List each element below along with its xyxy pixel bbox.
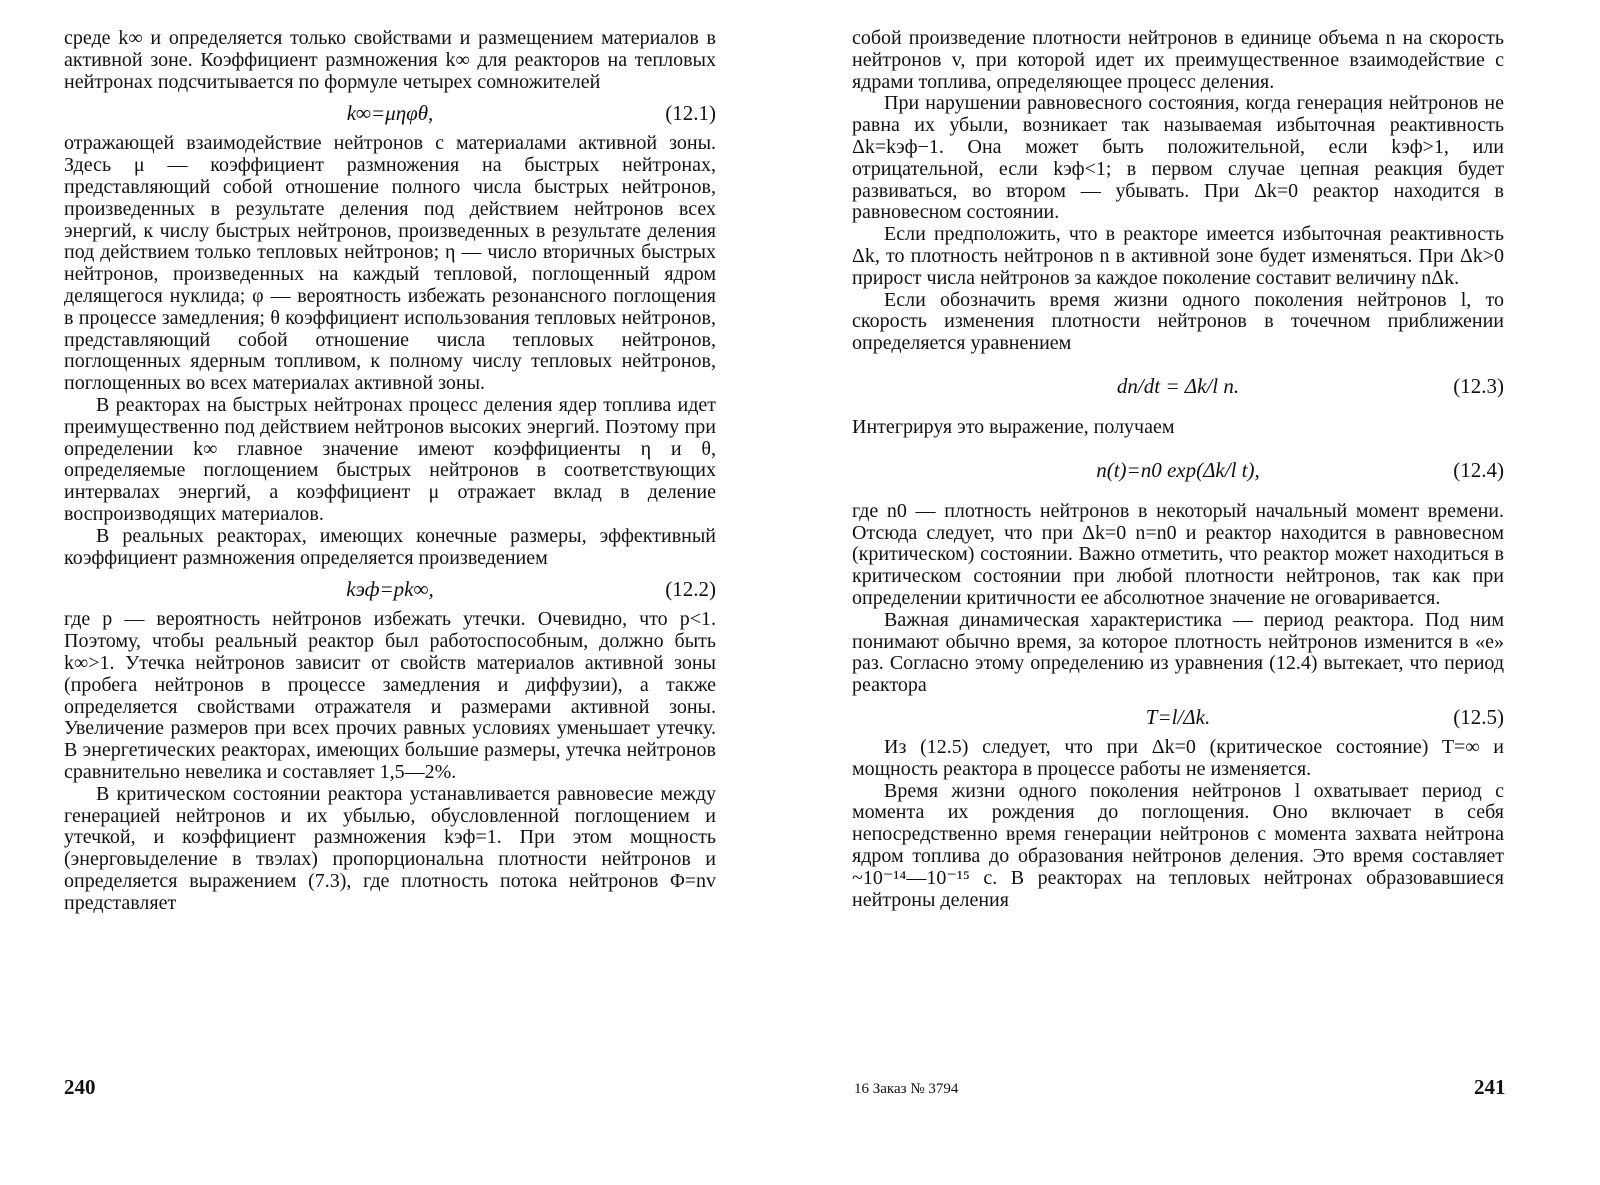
paragraph: В критическом состоянии реактора устанавливается равновесие между генерацией нейтронов и их убылью, обусловленной поглощением и утечкой, и коэффициент размножения kэф=1. При этом мощность (энерговыделение в твэлах) пропорциональна плотности нейтронов и определяется выражением (7.3), где плотность потока нейтронов Φ=nv представляет <box>64 782 716 914</box>
equation-number: (12.3) <box>1453 373 1504 398</box>
formula-12-2 <box>64 569 716 609</box>
paragraph: При нарушении равновесного состояния, когда генерация нейтронов не равна их убыли, возникает так называемая избыточная реактивность Δk=kэф−1. Она может быть положительной, если kэф>1, или отрицательной, если kэф<1; в первом случае цепная реакция будет развиваться, во втором — убывать. При Δk=0 реактор находится в равновесном состоянии. <box>852 92 1504 224</box>
paragraph: где p — вероятность нейтронов избежать утечки. Очевидно, что p<1. Поэтому, чтобы реальный реактор был работоспособным, должно быть k∞>1. Утечка нейтронов зависит от свойств материалов активной зоны (пробега нейтронов в процессе замедления и диффузии), а также определяется свойствами отражателя и размерами активной зоны. Увеличение размеров при всех прочих равных условиях уменьшает утечку. В энергетических реакторах, имеющих большие размеры, утечка нейтронов сравнительно невелика и составляет 1,5—2%. <box>64 608 716 783</box>
formula-expression: kэф=pk∞, <box>346 577 434 602</box>
formula-12-5 <box>852 697 1504 737</box>
paragraph: Из (12.5) следует, что при Δk=0 (критическое состояние) T=∞ и мощность реактора в процессе работы не изменяется. <box>852 735 1504 780</box>
page-number: 240 <box>64 1075 96 1099</box>
equation-number: (12.4) <box>1453 457 1504 482</box>
paragraph: В реальных реакторах, имеющих конечные размеры, эффективный коэффициент размножения определяется произведением <box>64 524 716 569</box>
formula-expression: dn/dt = Δk/l n. <box>1116 373 1240 398</box>
paragraph: Если обозначить время жизни одного поколения нейтронов l, то скорость изменения плотности нейтронов в точечном приближении определяется уравнением <box>852 288 1504 355</box>
formula-expression: T=l/Δk. <box>1145 704 1211 729</box>
formula-12-4 <box>852 439 1504 501</box>
paragraph: среде k∞ и определяется только свойствами и размещением материалов в активной зоне. Коэффициент размножения k∞ для реакторов на тепловых нейтронах подсчитывается по формуле четырех сомножителей <box>64 27 716 93</box>
paragraph: Интегрируя это выражение, получаем <box>852 415 1175 438</box>
equation-number: (12.5) <box>1453 704 1504 729</box>
right-page <box>852 28 1504 911</box>
formula-12-1 <box>64 93 716 133</box>
paragraph: Время жизни одного поколения нейтронов l охватывает период с момента их рождения до поглощения. Оно включает в себя непосредственно время генерации нейтронов с момента захвата нейтрона ядром топлива до образования нейтронов деления. Это время составляет ~10⁻¹⁴—10⁻¹⁵ с. В реакторах на тепловых нейтронах образовавшиеся нейтроны деления <box>852 779 1504 911</box>
page-number: 241 <box>1474 1075 1506 1099</box>
paragraph: Если предположить, что в реакторе имеется избыточная реактивность Δk, то плотность нейтронов n в активной зоне будет изменяться. При Δk>0 прирост числа нейтронов за каждое поколение составит величину nΔk. <box>852 223 1504 289</box>
formula-12-3 <box>852 355 1504 417</box>
paragraph: В реакторах на быстрых нейтронах процесс деления ядер топлива идет преимущественно под действием нейтронов высоких энергий. Поэтому при определении k∞ главное значение имеют коэффициенты η и θ, определяемые поглощением быстрых нейтронов в соответствующих интервалах энергий, а коэффициент μ отражает вклад в деление воспроизводящих материалов. <box>64 393 716 525</box>
paragraph: где n0 — плотность нейтронов в некоторый начальный момент времени. Отсюда следует, что при Δk=0 n=n0 и реактор находится в равновесном (критическом) состоянии. Важно отметить, что реактор может находиться в критическом состоянии при любой плотности нейтронов, так как при определении критичности ее абсолютное значение не оговаривается. <box>852 499 1504 609</box>
equation-number: (12.1) <box>665 101 716 126</box>
paragraph: отражающей взаимодействие нейтронов с материалами активной зоны. Здесь μ — коэффициент размножения на быстрых нейтронах, представляющий собой отношение полного числа быстрых нейтронов, произведенных в результате деления под действием нейтронов всех энергий, к числу быстрых нейтронов, произведенных в результате деления под действием только тепловых нейтронов; η — число вторичных быстрых нейтронов, произведенных на каждый тепловой, поглощенный ядром делящегося нуклида; φ — вероятность избежать резонансного поглощения в процессе замедления; θ коэффициент использования тепловых нейтронов, представляющий собой отношение числа тепловых нейтронов, поглощенных ядерным топливом, к полному числу тепловых нейтронов, поглощенных во всех материалах активной зоны. <box>64 132 716 395</box>
formula-expression: k∞=μηφθ, <box>346 101 434 126</box>
paragraph: Важная динамическая характеристика — период реактора. Под ним понимают обычно время, за которое плотность нейтронов изменится в «e» раз. Согласно этому определению из уравнения (12.4) вытекает, что период реактора <box>852 608 1504 697</box>
left-page <box>64 28 716 914</box>
equation-number: (12.2) <box>665 577 716 602</box>
paragraph: собой произведение плотности нейтронов в единице объема n на скорость нейтронов v, при которой идет их преимущественное взаимодействие с ядрами топлива, определяющее процесс деления. <box>852 27 1504 93</box>
formula-expression: n(t)=n0 exp(Δk/l t), <box>1096 457 1260 482</box>
printer-signature: 16 Заказ № 3794 <box>854 1081 959 1097</box>
